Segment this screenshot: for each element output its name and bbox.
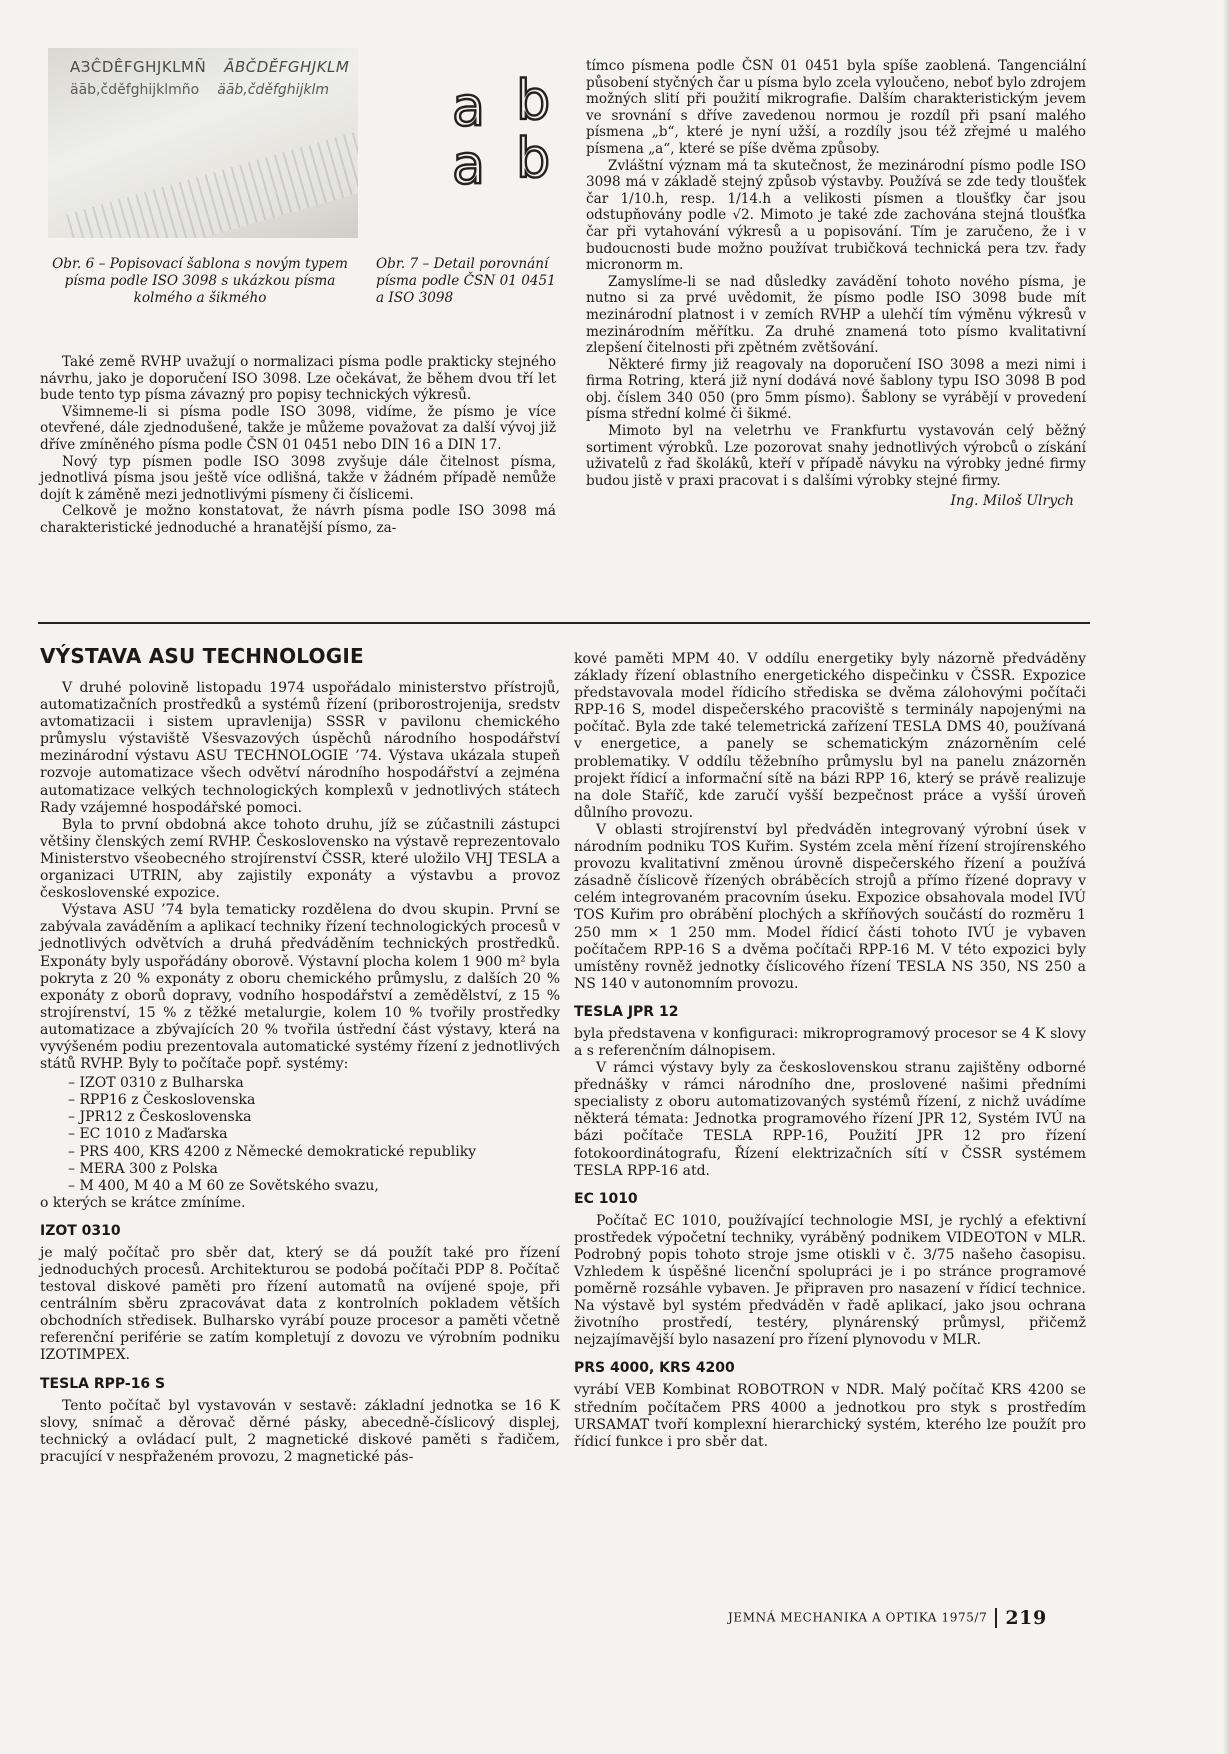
paragraph: byla představena v konfiguraci: mikroprogramový procesor se 4 K slovy a s referenčním dálnopisem.: [574, 1025, 1086, 1059]
fig6-upright-caps: АЗĈDÊFGHJKLMÑ: [70, 58, 207, 76]
paragraph: V rámci výstavy byly za československou stranu zajištěny odborné přednášky v rámci národního dne, proslovené našimi předními specialisty z oboru automatizovaných systémů řízení, z nichž uvádíme některá témata: Jednotka programového řízení JPR 12, Systém IVÚ na bázi počítače TESLA RPP-16, Použití JPR 12 pro řízení fotokoordinátografu, Řízení elektrizačních sítí v ČSSR systémem TESLA RPP-16 atd.: [574, 1060, 1086, 1179]
paragraph: kové paměti MPM 40. V oddílu energetiky byly názorně předváděny základy řízení oblastního energetického dispečinku v ČSSR. Expozice představovala model řídicího střediska se dvěma zálohovými počítači RPP-16 S, model dispečerského pracoviště s terminály napojenými na počítač. Byla zde také telemetrická zařízení TESLA DMS 40, používaná v energetice, a panely se schematickým znázorněním celé problematiky. V oddílu těžebního průmyslu byl na panelu znázorněn projekt řídicí a informační sítě na bázi RPP 16, který se právě realizuje na dole Staříč, kde zaručí vyšší bezpečnost práce a vyšší úroveň důlního provozu.: [574, 651, 1086, 821]
glyph-b-iso: b: [516, 127, 551, 190]
subheading-izot: IZOT 0310: [40, 1222, 121, 1239]
paragraph: Mimoto byl na veletrhu ve Frankfurtu vystavován celý běžný sortiment výrobků. Lze pozorovat snahy jednotlivých výrobců o získání uživatelů z řad školáků, kteří v případě návyku na výrobky jedné firmy budou jistě v praxi pracovat i s dalšími výrobky stejné firmy.: [586, 423, 1086, 489]
figure-7-caption: Obr. 7 – Detail porovnání písma podle ČSN 01 0451 a ISO 3098: [376, 256, 556, 306]
fig6-italic-caps: ĀBČDĚFGHJKLM: [224, 58, 350, 76]
list-item: – PRS 400, KRS 4200 z Německé demokratické republiky: [68, 1144, 560, 1161]
stencil-ruler-image: [66, 124, 358, 238]
paragraph: Některé firmy již reagovaly na doporučení ISO 3098 a mezi nimi i firma Rotring, která již nyní dodává nové šablony typu ISO 3098 B pod obj. číslem 340 050 (pro 5mm písmo). Šablony se vyrábějí v provedení písma střední kolmé či šikmé.: [586, 356, 1086, 423]
fig6-italic-lower: äāb,čděfghijklm: [217, 82, 330, 98]
paragraph: Byla to první obdobná akce tohoto druhu, jíž se zúčastnili zástupci většiny členských zemí RVHP. Československo na výstavě reprezentovalo Ministerstvo všeobecného strojírenství ČSSR, které uložilo VHJ TESLA a organizaci UTRIN, aby zajistily exponáty a výstavbu a provoz československé expozice.: [40, 816, 560, 902]
paragraph: Zvláštní význam má ta skutečnost, že mezinárodní písmo podle ISO 3098 má v základě stejný způsob výstavby. Používá se zde tedy tloušťek čar 1/10.h, resp. 1/14.h a velikosti písmen a tloušťky čar jsou odstupňovány podle √2. Mimoto je také zde zachována stejná tloušťka čar při vytahování výkresů a u popisování. Tím je zaručeno, že i v budoucnosti bude možno používat trubičková technická pera tzv. řady micronorm m.: [586, 157, 1086, 274]
figure-6-caption: Obr. 6 – Popisovací šablona s novým typem písma podle ISO 3098 s ukázkou písma kolmého a šikmého: [52, 256, 348, 306]
paragraph: vyrábí VEB Kombinat ROBOTRON v NDR. Malý počítač KRS 4200 se středním počítačem PRS 4000 a jednotkou pro styk s prostředím URSAMAT tvoří komplexní hierarchický systém, kterého lze použít pro řídicí funkce i pro sběr dat.: [574, 1382, 1086, 1450]
subheading-prs: PRS 4000, KRS 4200: [574, 1360, 735, 1377]
subheading-ec: EC 1010: [574, 1190, 638, 1207]
list-item: – IZOT 0310 z Bulharska: [68, 1075, 560, 1092]
list-item: – RPP16 z Československa: [68, 1092, 560, 1109]
journal-name: JEMNÁ MECHANIKA A OPTIKA 1975/7: [728, 1610, 988, 1625]
section-divider: [38, 622, 1090, 624]
fig6-upright-lower: äāb,čděfghijklmño: [70, 82, 200, 98]
paragraph: V druhé polovině listopadu 1974 uspořádalo ministerstvo přístrojů, automatizačních prostředků a systémů řízení (priborostrojenija, sredstv avtomatizacii i sistem upravlenija) SSSR v pavilonu chemického průmyslu výstaviště Všesvazových úspěchů národního hospodářství mezinárodní výstavu ASU TECHNOLOGIE ’74. Výstava ukázala stupeň rozvoje automatizace všech odvětví národního hospodářství a zejména automatizace velkých technologických komplexů v jednotlivých státech Rady vzájemné hospodářské pomoci.: [40, 680, 560, 816]
figure-6-stencil-photo: [48, 48, 358, 238]
list-item: – MERA 300 z Polska: [68, 1161, 560, 1178]
paragraph: V oblasti strojírenství byl předváděn integrovaný výrobní úsek v národním podniku TOS Kuřim. Systém zcela mění řízení strojírenského provozu kvalitativní změnou úrovně dispečerského řízení a používá zásadně číslicově řízených obráběcích strojů a přímo řízené dopravy v celém integrovaném pracovním úseku. Expozice obsahovala model IVÚ TOS Kuřim pro obrábění plochých a skříňových součástí do rozměru 1 250 mm × 1 250 mm. Model řídicí části tohoto IVÚ je vybaven počítačem RPP-16 S a dvěma počítači RPP-16 M. V této expozici byly umístěny rovněž jednotky číslicového řízení TESLA NS 350, NS 250 a NS 140 v autonomním provozu.: [574, 821, 1086, 992]
fig6-sample-caps: [70, 58, 349, 76]
glyph-b-csn: b: [516, 69, 551, 132]
list-item: – JPR12 z Československa: [68, 1109, 560, 1126]
paragraph: Tento počítač byl vystavován v sestavě: základní jednotka se 16 K slovy, snímač a děrovač děrné pásky, abecedně-číslicový displej, technický a ovládací pult, 2 magnetické diskové paměti s řadičem, pracující v nespřaženém provozu, 2 magnetické pás-: [40, 1397, 560, 1465]
figure-7-glyph-comparison: [440, 69, 580, 196]
paragraph: Nový typ písmen podle ISO 3098 zvyšuje dále čitelnost písma, jednotlivá písma jsou ještě více odlišná, takže v žádném případě nemůže dojít k záměně mezi jednotlivými písmeny či číslicemi.: [40, 453, 556, 503]
paragraph: Všimneme-li si písma podle ISO 3098, vidíme, že písmo je více otevřené, dále zjednodušené, takže je můžeme považovat za další vývoj již dříve zmíněného písma podle ČSN 01 0451 nebo DIN 16 a DIN 17.: [40, 403, 556, 453]
paragraph: Výstava ASU ’74 byla tematicky rozdělena do dvou skupin. První se zabývala zaváděním a aplikací techniky řízení technologických procesů v jednotlivých odvětvích a druhá předváděním technických prostředků. Exponáty byly uspořádány oborově. Výstavní plocha kolem 1 900 m² byla pokryta z 20 % exponáty z oboru chemického průmyslu, z dalších 20 % exponáty z oborů dopravy, vodního hospodářství a zemědělství, z 15 % strojírenství, 15 % z těžké metalurgie, kolem 10 % tvořily prostředky automatizace a zbývajících 20 % tvořila ústřední část výstavy, která na vyvýšeném podiu prezentovala automatické systémy řízení z jednotlivých států RVHP. Byly to počítače popř. systémy:: [40, 902, 560, 1073]
footer-divider: [995, 1608, 997, 1628]
article-left-column: [40, 644, 560, 1466]
top-right-column: [586, 58, 1086, 510]
page-footer: [728, 1607, 1047, 1629]
article-title: VÝSTAVA ASU TECHNOLOGIE: [40, 644, 364, 668]
page-edge: [1223, 0, 1229, 1754]
glyph-a-iso: a: [452, 133, 486, 196]
glyph-a-csn: a: [452, 75, 486, 138]
paragraph: Také země RVHP uvažují o normalizaci písma podle prakticky stejného návrhu, jako je doporučení ISO 3098. Lze očekávat, že během dvou tří let bude tento typ písma závazný pro popisy technických výkresů.: [40, 354, 556, 404]
subheading-rpp: TESLA RPP-16 S: [40, 1375, 166, 1392]
paragraph: Zamyslíme-li se nad důsledky zavádění tohoto nového písma, je nutno si za prvé uvědomit, že písmo podle ISO 3098 bude mít mezinárodní platnost i v zemích RVHP a ulehčí tím výměnu výkresů v mezinárodním měřítku. Za druhé znamená toto písmo kvalitativní zlepšení čitelnosti při zpětném zvětšování.: [586, 273, 1086, 357]
top-left-column: [40, 354, 556, 537]
systems-list: [40, 1075, 560, 1195]
list-item: – EC 1010 z Maďarska: [68, 1126, 560, 1143]
article-right-column: [574, 651, 1086, 1451]
page-number: 219: [1005, 1607, 1047, 1629]
paragraph: o kterých se krátce zmíníme.: [40, 1194, 246, 1211]
fig6-sample-lower: [70, 82, 329, 98]
paragraph: je malý počítač pro sběr dat, který se dá použít také pro řízení jednoduchých procesů. Architekturou se podobá počítači PDP 8. Počítač testoval diskové paměti pro řízení automatů na ovíjené spoje, při centrálním sběru zpracovávat data z kontrolních pokladem větších obchodních středisek. Bulharsko vyrábí pouze procesor a paměti včetně referenční periférie se zatím kompletují z dovozu ve výrobním podniku IZOTIMPEX.: [40, 1244, 560, 1364]
paragraph: tímco písmena podle ČSN 01 0451 byla spíše zaoblená. Tangenciální působení styčných čar u písma bylo zcela vyloučeno, neboť bylo zdrojem možných slití při použití mikrografie. Dalším charakteristickým jevem ve srovnání s dříve zavedenou normou je rozdíl při psaní malého písmena „b“, které je nyní užší, a rozdíly jsou též zřejmé u malého písmena „a“, které se píše dvěma způsoby.: [586, 58, 1086, 157]
list-item: – M 400, M 40 a M 60 ze Sovětského svazu,: [68, 1178, 560, 1195]
paragraph: Celkově je možno konstatovat, že návrh písma podle ISO 3098 má charakteristické jednoduché a hranatější písmo, za-: [40, 503, 556, 536]
paragraph: Počítač EC 1010, používající technologie MSI, je rychlý a efektivní prostředek výpočetní techniky, vyráběný podnikem VIDEOTON v MLR. Podrobný popis tohoto stroje jsme otiskli v č. 3/75 našeho časopisu. Vzhledem k úspěšné licenční spolupráci je i po stránce programové poměrně rozsáhle vybaven. Je připraven pro nasazení v řídicí technice. Na výstavě byl systém předváděn v řadě aplikací, jako jsou ochrana životního prostředí, testéry, plynárenský průmysl, přičemž nejzajímavější bylo nasazení pro řízení plynovodu v MLR.: [574, 1212, 1086, 1349]
author-signature: Ing. Miloš Ulrych: [950, 493, 1074, 510]
subheading-jpr: TESLA JPR 12: [574, 1003, 679, 1020]
